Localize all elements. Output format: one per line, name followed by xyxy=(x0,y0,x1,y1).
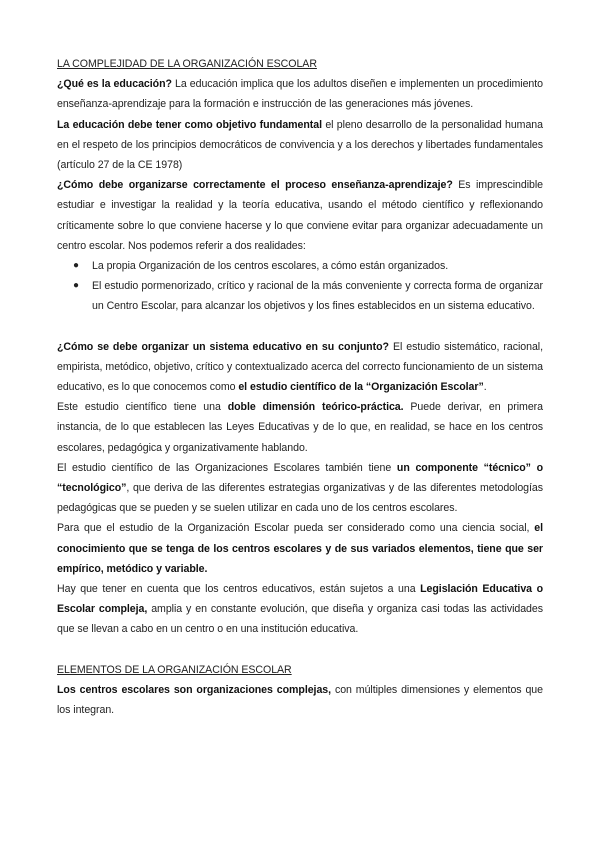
document-page xyxy=(57,54,543,720)
paragraph-text: el pleno desarrollo de la personalidad humana en el respeto de los principios democráticos de convivencia y a los derechos y libertades fundamentales (artículo 27 de la CE 1978) xyxy=(57,118,543,172)
paragraph-text: Es imprescindible estudiar e investigar la realidad y la teoría educativa, usando el método científico y reflexionando críticamente sobre lo que conviene hacerse y lo que conviene evitar para organizar adecuadamente un centro escolar. Nos podemos referir a dos realidades: xyxy=(57,179,544,252)
paragraph-componente-tecnico: El estudio científico de las Organizaciones Escolares también tiene un componente “técnico” o “tecnológico”, que deriva de las diferentes estrategias organizativas y de las diferentes metodologías pedagógicas que se pueden y se suelen utilizar en cada uno de los centros escolares. xyxy=(57,461,543,515)
paragraph-sistema-educativo: ¿Cómo se debe organizar un sistema educativo en su conjunto? El estudio sistemático, racional, empirista, metódico, objetivo, crítico y contextualizado acerca del correcto funcionamiento de un sistema educativo, es lo que conocemos como el estudio científico de la “Organización Escolar”. xyxy=(57,340,544,394)
bullet-icon: ● xyxy=(73,260,79,272)
bold-phrase: el conocimiento que se tenga de los centros escolares y de sus variados elementos, tiene que ser empírico, metódico y variable. xyxy=(57,522,543,575)
list-item: ● La propia Organización de los centros escolares, a cómo están organizados. xyxy=(92,256,543,276)
bold-phrase: un componente “técnico” o “tecnológico” xyxy=(57,461,543,495)
question-bold: ¿Cómo se debe organizar un sistema educativo en su conjunto? xyxy=(57,340,389,353)
paragraph-objetivo xyxy=(57,115,543,176)
paragraph-text: La educación implica que los adultos diseñen e implementen un procedimiento enseñanza-aprendizaje para la formación e instrucción de las generaciones más jóvenes. xyxy=(57,78,544,111)
bold-phrase: La educación debe tener como objetivo fundamental xyxy=(57,118,323,131)
paragraph-ciencia-social: Para que el estudio de la Organización Escolar pueda ser considerado como una ciencia social, el conocimiento que se tenga de los centros escolares y de sus variados elementos, tiene que ser empírico, metódico y variable. xyxy=(57,522,543,575)
bold-phrase: Legislación Educativa o Escolar compleja, xyxy=(57,583,543,616)
question-bold: ¿Cómo debe organizarse correctamente el proceso enseñanza-aprendizaje? xyxy=(57,179,453,192)
bold-phrase: Los centros escolares son organizaciones complejas, xyxy=(57,683,332,696)
list-item: ● El estudio pormenorizado, crítico y racional de la más conveniente y correcta forma de organizar un Centro Escolar, para alcanzar los objetivos y los fines establecidos en un sistema educativo. xyxy=(92,276,543,316)
paragraph-doble-dimension: Este estudio científico tiene una doble dimensión teórico-práctica. Puede derivar, en primera instancia, de lo que establecen las Leyes Educativas y de lo que, en realidad, se hace en los centros escolares, pedagógica y organizativamente hablando. xyxy=(57,401,543,454)
paragraph-text: El estudio sistemático, racional, empirista, metódico, objetivo, crítico y contextualizado acerca del correcto funcionamiento de un sistema educativo, es lo que conocemos como xyxy=(57,340,544,394)
bold-phrase: doble dimensión teórico-práctica. xyxy=(227,401,404,414)
question-bold: ¿Qué es la educación? xyxy=(57,78,172,91)
bold-phrase: el estudio científico de la “Organización Escolar” xyxy=(238,381,484,394)
bullet-list xyxy=(57,256,543,317)
paragraph-centros-complejos: Los centros escolares son organizaciones complejas, con múltiples dimensiones y elementos que los integran. xyxy=(57,683,543,717)
paragraph-que-es-educacion xyxy=(57,74,543,114)
paragraph-como-organizarse xyxy=(57,175,543,256)
section-title: LA COMPLEJIDAD DE LA ORGANIZACIÓN ESCOLAR xyxy=(57,58,317,70)
paragraph-legislacion: Hay que tener en cuenta que los centros educativos, están sujetos a una Legislación Educativa o Escolar compleja, amplia y en constante evolución, que diseña y organiza casi todas las actividades que se llevan a cabo en un centro o en una institución educativa. xyxy=(57,583,543,636)
spacer xyxy=(57,640,543,660)
section-title: ELEMENTOS DE LA ORGANIZACIÓN ESCOLAR xyxy=(57,663,292,676)
bullet-icon: ● xyxy=(73,280,79,292)
spacer xyxy=(57,317,543,337)
